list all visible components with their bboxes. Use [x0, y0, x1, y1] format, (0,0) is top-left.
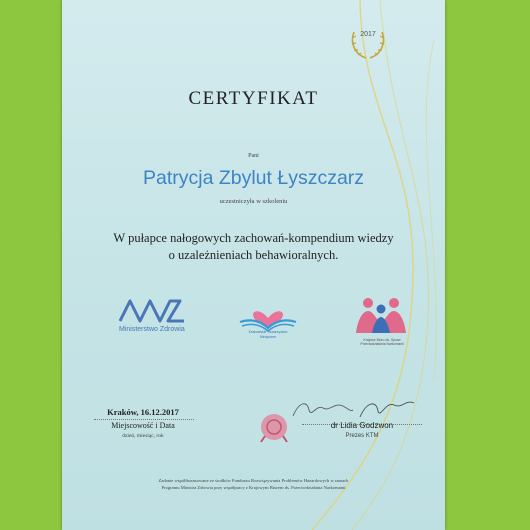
place-date-hint: dzień, miesiąc, rok — [122, 433, 164, 439]
decorative-swirl-border — [62, 0, 445, 530]
seal-year: 2017 — [360, 31, 376, 38]
medical-society-caption — [230, 330, 306, 339]
president-signature-icon — [352, 395, 422, 423]
wax-seal-stamp-icon — [257, 410, 291, 444]
recipient-name: Patrycja Zbylut Łyszczarz — [142, 167, 365, 189]
signer-role: Prezes KTM — [345, 433, 379, 439]
signer-name: dr Lidia Godzwon — [330, 421, 394, 430]
certificate-sheet — [62, 0, 445, 530]
society-caption-line: Medyczne — [260, 334, 276, 339]
course-title — [82, 230, 425, 264]
place-date-label: Miejscowość i Data — [111, 421, 175, 430]
footer-line: Programu Ministra Zdrowia przy współpracy z Krajowym Biurem ds. Przeciwdziałania Narkomanii — [161, 485, 346, 490]
certificate-title: CERTYFIKAT — [188, 88, 319, 109]
bureau-caption-line: Przeciwdziałania Narkomanii — [360, 342, 404, 347]
funding-footer — [82, 477, 425, 491]
bureau-caption-line: Krajowe Biuro ds. Spraw — [363, 338, 401, 342]
honorific: Pani — [248, 153, 259, 159]
signature-line — [94, 419, 194, 420]
course-title-line: o uzależnieniach behawioralnych. — [168, 248, 339, 262]
participation-statement: uczestniczyła w szkoleniu — [219, 198, 288, 205]
ministry-of-health-logo-icon — [114, 295, 204, 345]
course-title-line: W pułapce nałogowych zachowań-kompendium wiedzy — [113, 231, 394, 245]
anti-drug-bureau-logo-icon — [350, 293, 412, 338]
handwritten-signature-icon — [287, 396, 357, 422]
place-and-date: Kraków, 16.12.2017 — [107, 407, 179, 417]
footer-line: Zadanie współfinansowane ze środków Funduszu Rozwiązywania Problemów Hazardowych w ramach — [158, 478, 349, 483]
bureau-caption — [342, 338, 422, 346]
society-caption-line: Krakowskie Towarzystwo — [248, 330, 288, 334]
ministry-caption: Ministerstwo Zdrowia — [119, 326, 185, 333]
laurel-seal-icon — [340, 12, 396, 68]
